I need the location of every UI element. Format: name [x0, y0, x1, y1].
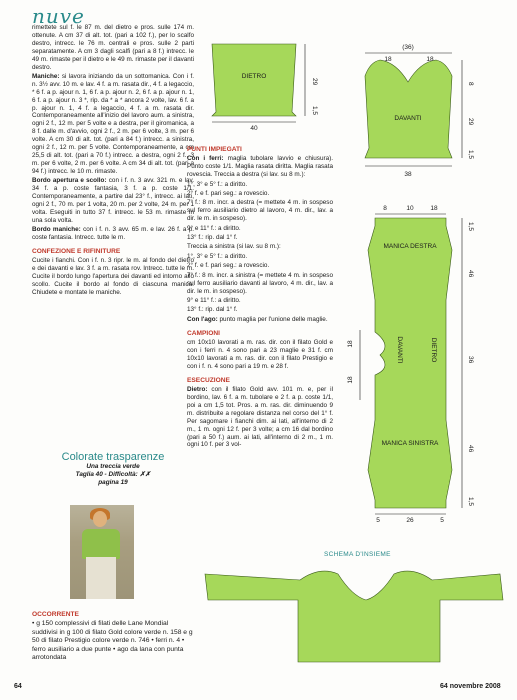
intro-paragraph: rimettete sul f. le 87 m. del dietro e pros. sulle 174 m. ottenute. A cm 37 di alt. tot. (pari a 102 f.), per lo scalfo destro, intrecc. le 76 m. centrali e pros. sulle 2 parti separatamente. A cm 3 dagli scalfi (pari a 8 f.) intrecc. le 49 m. rimaste per il dietro e le 49 m. rimaste per il davanti destro. — [32, 24, 194, 71]
treccia-sinistra: Treccia a sinistra (si lav. su 8 m.): — [187, 243, 281, 251]
bordo-label: Bordo apertura e scollo: — [32, 177, 107, 185]
srow-1: 1°, 3° e 5° f.: a diritto. — [187, 252, 248, 260]
srow-2: 2° f. e f. pari seg.: a rovescio. — [187, 262, 270, 270]
ferri-text: maglia tubolare lavvio e chiusura). Punto coste 1/1. Maglia rasata diritta. Maglia rasata rovescia. Treccia a destra (si lav. su 8 m.): — [187, 155, 334, 179]
left-18b: 18 — [347, 376, 354, 384]
occorrente-heading: OCCORRENTE — [32, 611, 79, 618]
bordo-text: con i f. n. 3 avv. 321 m. e lav. 34 f. a p. coste fantasia, 3 f. a p. coste 1/1. Contemporaneamente, a partire dal 23° f., intrecc. ai lati, ogni 2 f., 70 m. per 1 volta, 20 m. per 2 volte, 24 m. per 1 volta. Eseguiti in tutto 37 f. intrecc. le 53 m. rimaste in una sola volta. — [32, 177, 195, 224]
page-number-right: 64 novembre 2008 — [440, 683, 501, 690]
srow-5: 13° f.: rip. dal 1° f. — [187, 306, 238, 314]
punti-heading: PUNTI IMPIEGATI — [187, 146, 242, 153]
occorrente-text: • g 150 complessivi di filati delle Lane Mondial suddivisi in g 100 di filato Gold colore verde n. 158 e g 50 di filato Prestigio colore verde n. 746 • ferri n. 4 • ferro ausiliario a due punte • ago da lana con punta arrotondata — [32, 620, 193, 662]
dietro-label: Dietro: — [187, 386, 208, 394]
left-18a: 18 — [347, 340, 354, 348]
davanti-8: 8 — [467, 82, 474, 86]
davanti-18b: 18 — [426, 56, 434, 63]
bordo-maniche-text: con i f. n. 3 avv. 65 m. e lav. 26 f. a p. coste fantasia. Intrecc. tutte le m. — [32, 226, 194, 242]
campioni-text: cm 10x10 lavorati a m. ras. dir. con il filato Gold e con i ferri n. 4 sono pari a 23 maglie e 31 f. cm 10x10 lavorati a m. ras. dir. con il filato Prestigio e con i f. n. 4 sono pari a 19 m. e 28 f. — [187, 339, 333, 370]
ferri-label: Con i ferri: — [187, 155, 224, 163]
schema-insieme-piece — [205, 571, 503, 662]
model-subtitle: Una treccia verde — [86, 463, 140, 470]
bottom-5b: 5 — [440, 517, 444, 524]
maniche-label: Maniche: — [32, 72, 60, 80]
davanti-label: DAVANTI — [394, 115, 422, 122]
ago-label: Con l'ago: — [187, 315, 218, 323]
manica-18: 18 — [430, 205, 438, 212]
manica-10: 10 — [406, 205, 414, 212]
row-4: 9° e 11° f.: a diritto. — [187, 224, 241, 232]
dietro-text: con il filato Gold avv. 101 m. e, per il bordino, lav. 6 f. a m. tubolare e 2 f. a p. coste 1/1, poi a cm 1,5 tot. Pros. a m. ras. dir. diminuendo 9 m. distribuite a regolare distanza nel corso del 1° f. Per sagomare i fianchi dim. ai lati, all'interno di 2 m., 1 m. ogni 12 f. per 3 volte; a cm 16 dal bordino (pari a 50 f.) aum. ai lati, all'interno di 2 m., 1 m. ogni 10 f. per 3 vol- — [187, 386, 333, 449]
manica-sinistra: MANICA SINISTRA — [381, 440, 439, 447]
davanti-29: 29 — [467, 118, 474, 126]
row-5: 13° f.: rip. dal 1° f. — [187, 234, 238, 242]
davanti-38: 38 — [404, 171, 412, 178]
campioni-heading: CAMPIONI — [187, 329, 220, 337]
bottom-26: 26 — [406, 517, 414, 524]
side-46b: 46 — [467, 445, 474, 453]
schema-title: SCHEMA D'INSIEME — [324, 551, 391, 558]
davanti-15: 1,5 — [467, 150, 474, 160]
davanti-piece — [365, 60, 452, 158]
long-piece — [368, 218, 452, 508]
dietro-label: DIETRO — [241, 73, 267, 80]
esecuzione-heading: ESECUZIONE — [187, 376, 230, 384]
ago-text: punto maglia per l'unione delle maglie. — [219, 315, 328, 323]
model-title: Colorate trasparenze — [61, 451, 165, 463]
row-1: 1°, 3° e 5° f.: a diritto. — [187, 180, 248, 188]
magazine-logo: nuve — [32, 4, 85, 28]
dietro-piece — [212, 44, 296, 116]
bordo-maniche-label: Bordo maniche: — [32, 226, 81, 234]
davanti-top: (36) — [402, 44, 414, 51]
model-page: pagina 19 — [98, 479, 128, 486]
side-36: 36 — [467, 356, 474, 364]
model-size: Taglia 40 - Difficoltà: ✗✗ — [75, 471, 151, 478]
davanti-18a: 18 — [384, 56, 392, 63]
manica-8: 8 — [383, 205, 387, 212]
dietro-width: 40 — [250, 125, 258, 132]
dietro-vertical: DIETRO — [430, 337, 437, 363]
maniche-text: si lavora iniziando da un sottomanica. Con i f. n. 3½ avv. 10 m. e lav. 4 f. a m. rasata dir., 4 f. a legaccio, * 6 f. a p. ajour n. 1, 6 f. a p. ajour n. 2, 6 f. a p. ajour n. 1, 6 f. a p. ajour n. 3 *, rip. da * a * ancora 2 volte, lav. 6 f. a p. ajour n. 1, 4 f. a legaccio, 4 f. a m. rasata dir. Contemporaneamente all'inizio del lavoro aum. a sinistra, ogni 2 f., 12 m. per 5 volte e a destra, per il giromanica, a 8 f. dalle m. d'avvio, ogni 2 f., 2 m. per 6 volte, 3 m. per 6 volte. A cm 30 di alt. tot. (pari a 84 f.) intrecc. a sinistra, ogni 2 f., 12 m. per 5 volte. Contemporaneamente, a cm 25,5 di alt. tot. (pari a 70 f.) intrecc. a destra, ogni 2 f., 3 m. per 6 volte, 2 m. per 6 volte. A cm 34 di alt. tot. (pari a 94 f.) intrecc. le 10 m. rimaste. — [32, 72, 194, 175]
row-3: 7° f.: 8 m. incr. a destra (= mettete 4 m. in sospeso sul ferro ausiliario dietro al lavoro, 4 m. dir., lav. a dir. le m. in sospeso). — [187, 199, 333, 223]
bottom-5a: 5 — [376, 517, 380, 524]
manica-destra: MANICA DESTRA — [383, 243, 437, 250]
srow-4: 9° e 11° f.: a diritto. — [187, 296, 241, 304]
page-number-left: 64 — [14, 683, 22, 690]
side-46a: 46 — [467, 270, 474, 278]
dietro-h2: 1,5 — [311, 106, 318, 116]
row-2: 2° f. e f. pari seg.: a rovescio. — [187, 190, 270, 198]
confezione-text: Cucite i fianchi. Con i f. n. 3 ripr. le m. al fondo del dietro e dei davanti e lav. 3 f. a m. rasata rov. Intrecc. tutte le m. Cucite il bordo lungo l'apertura dei davanti ed intorno allo scollo. Cucite il bordo al fondo di ciascuna manica. Chiudete e montate le maniche. — [32, 257, 194, 296]
srow-3: 7° f.: 8 m. incr. a sinistra (= mettete 4 m. in sospeso sul ferro ausiliario davanti al lavoro, 4 m. dir., lav. a dir. le m. in sospeso). — [187, 271, 333, 295]
side-15: 1,5 — [467, 222, 474, 232]
side-15b: 1,5 — [467, 497, 474, 507]
davanti-vertical: DAVANTI — [396, 336, 403, 364]
confezione-heading: CONFEZIONE E RIFINITURE — [32, 247, 121, 255]
dietro-h1: 29 — [311, 78, 318, 86]
